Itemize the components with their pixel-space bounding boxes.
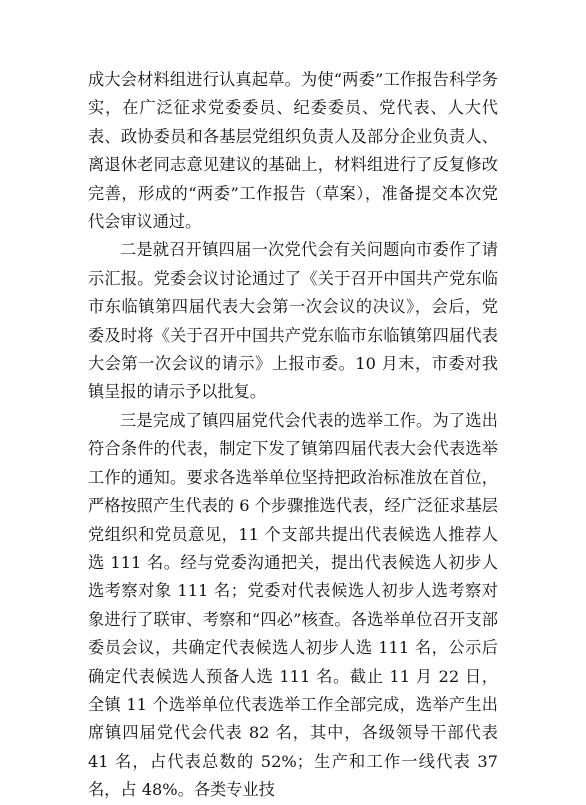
document-body [88,66,498,805]
paragraph-continuation: 成大会材料组进行认真起草。为使“两委”工作报告科学务实，在广泛征求党委委员、纪委委员、党代表、人大代表、政协委员和各基层党组织负责人及部分企业负责人、离退休老同志意见建议的基础上，材料组进行了反复修改完善，形成的“两委”工作报告（草案），准备提交本次党代会审议通过。 [88,70,498,232]
paragraph-second-item: 二是就召开镇四届一次党代会有关问题向市委作了请示汇报。党委会议讨论通过了《关于召开中国共产党东临市东临镇第四届代表大会第一次会议的决议》，会后，党委及时将《关于召开中国共产党东临市东临镇第四届代表大会第一次会议的请示》上报市委。10 月末，市委对我镇呈报的请示予以批复。 [88,240,498,402]
paragraph-third-item: 三是完成了镇四届党代会代表的选举工作。为了选出符合条件的代表，制定下发了镇第四届代表大会代表选举工作的通知。要求各选举单位坚持把政治标准放在首位，严格按照产生代表的 6 个步骤推选代表，经广泛征求基层党组织和党员意见，11 个支部共提出代表候选人推荐人选 111 名。经与党委沟通把关，提出代表候选人初步人选考察对象 111 名；党委对代表候选人初步人选考察对象进行了联审、考察和“四必”核查。各选举单位召开支部委员会议，共确定代表候选人初步人选 111 名，公示后确定代表候选人预备人选 111 名。截止 11 月 22 日，全镇 11 个选举单位代表选举工作全部完成，选举产生出席镇四届党代会代表 82 名，其中，各级领导干部代表 41 名，占代表总数的 52%；生产和工作一线代表 37 名，占 48%。各类专业技 [88,410,498,800]
